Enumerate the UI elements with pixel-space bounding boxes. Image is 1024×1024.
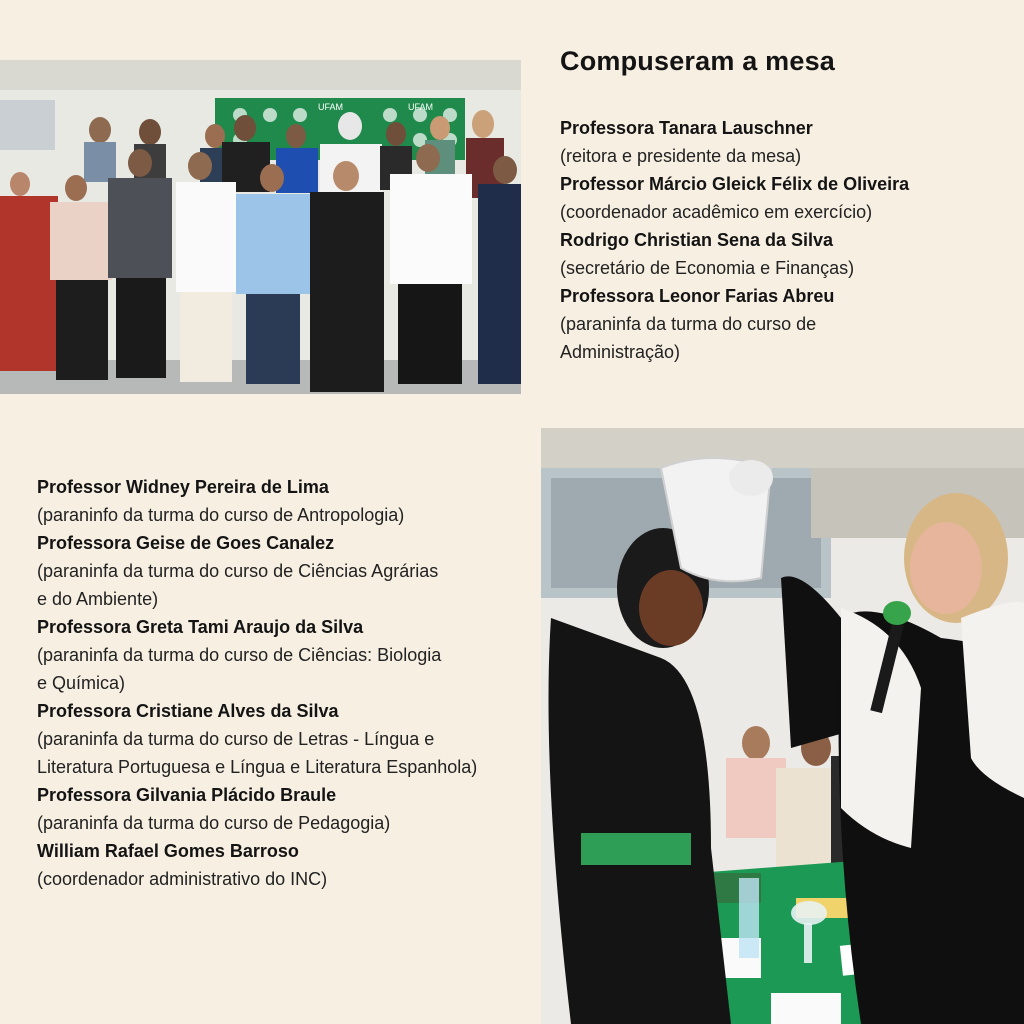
member-role: (paraninfa da turma do curso de Pedagogia)	[37, 813, 391, 833]
member-role: (coordenador acadêmico em exercício)	[560, 202, 873, 222]
member-entry	[560, 170, 1000, 226]
member-role: (reitora e presidente da mesa)	[560, 146, 802, 166]
svg-text:UFAM: UFAM	[318, 102, 344, 112]
member-name: Professor Márcio Gleick Félix de Oliveira	[560, 174, 910, 194]
member-entry	[37, 697, 507, 781]
member-role: (secretário de Economia e Finanças)	[560, 258, 855, 278]
member-name: Professora Cristiane Alves da Silva	[37, 701, 339, 721]
member-name: Professora Gilvania Plácido Braule	[37, 785, 337, 805]
board-members-list-bottom	[37, 473, 507, 893]
member-role: (paraninfa da turma do curso de Ciências: Biologia e Química)	[37, 645, 442, 693]
member-name: Professora Greta Tami Araujo da Silva	[37, 617, 364, 637]
member-name: Professora Tanara Lauschner	[560, 118, 813, 138]
member-entry	[37, 473, 507, 529]
member-name: Professora Geise de Goes Canalez	[37, 533, 335, 553]
member-role: (coordenador administrativo do INC)	[37, 869, 328, 889]
member-entry	[37, 837, 507, 893]
member-name: Professor Widney Pereira de Lima	[37, 477, 329, 497]
member-entry	[560, 114, 1000, 170]
member-role: (paraninfa da turma do curso de Ciências Agrárias e do Ambiente)	[37, 561, 439, 609]
member-entry	[560, 282, 1000, 366]
member-role: (paraninfa da turma do curso de Administração)	[560, 314, 817, 362]
member-entry	[37, 613, 507, 697]
member-entry	[37, 781, 507, 837]
ceremony-photo	[541, 428, 1024, 1024]
member-role: (paraninfa da turma do curso de Letras - Língua e Literatura Portuguesa e Língua e Literatura Espanhola)	[37, 729, 478, 777]
member-name: Rodrigo Christian Sena da Silva	[560, 230, 834, 250]
member-entry	[560, 226, 1000, 282]
section-title: Compuseram a mesa	[560, 46, 836, 76]
member-name: Professora Leonor Farias Abreu	[560, 286, 835, 306]
member-role: (paraninfo da turma do curso de Antropologia)	[37, 505, 405, 525]
member-name: William Rafael Gomes Barroso	[37, 841, 299, 861]
board-members-list-top	[560, 114, 1000, 366]
svg-text:UFAM: UFAM	[408, 102, 434, 112]
member-entry	[37, 529, 507, 613]
group-photo	[0, 60, 521, 394]
